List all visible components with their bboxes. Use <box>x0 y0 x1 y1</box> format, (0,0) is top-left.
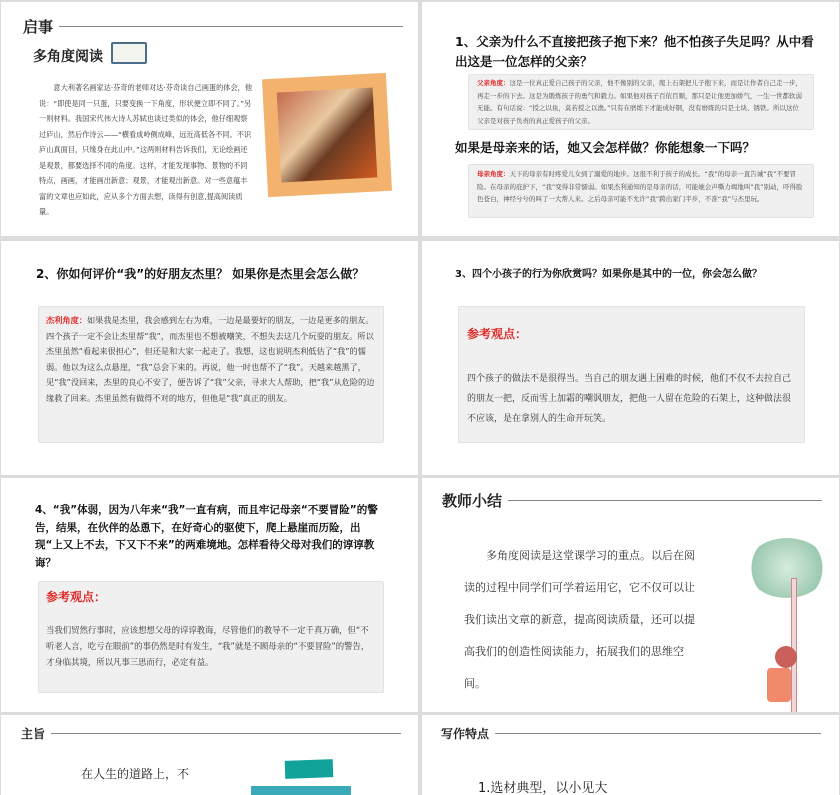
slide-title: 主旨 <box>21 725 401 742</box>
answer-box-mother: 母亲角度：天下的母亲有时疼爱儿女到了溺爱的地步。这很不利于孩子的成长。“我”的母亲一直告诫“我”不要冒险。在母亲的庇护下，“我”变得非常懦弱。如果杰利通知的是母亲的话，可能她会声嘶力竭地叫“我”别动，吓得脸色苍白，神经兮兮的叫了一大帮人来。之后母亲可能不允许“我”跨出家门半步，不准“我”与杰里玩。 <box>468 164 814 218</box>
painting-image <box>262 73 392 197</box>
decorative-teal-shape <box>285 759 334 779</box>
slide-question-3[interactable] <box>422 241 839 475</box>
answer-box: 参考观点： 当我们贸然行事时，应该想想父母的谆谆教诲，尽管他们的教导不一定千真万确，但“不听老人言，吃亏在眼前”的事仍然是时有发生，“我”就是不顾母亲的“不要冒险”的警告，才身临其境，所以凡事三思而行，必定有益。 <box>38 581 384 693</box>
slide-writing-features[interactable] <box>422 715 839 795</box>
slide-question-2[interactable] <box>1 241 418 475</box>
theme-text: 在人生的道路上，不 <box>81 767 190 781</box>
answer-box-father: 父亲角度：这是一位真正爱自己孩子的父亲，他不像别的父亲，爬上石架把儿子抱下来，而是让作者自己走一步，再走一步的下去。这是为锻炼孩子的勇气和毅力。如果他对孩子百依百顺，那只是让他更加娇气，一生一世都软弱无能。有句话说：“授之以鱼，莫若授之以渔。”只有在磨练下才能成好钢，没有磨练的只是土块、锈铁。所以这位父亲是对孩子负责的真正爱孩子的父亲。 <box>468 74 814 130</box>
answer-box-jerry: 杰利角度：如果我是杰里，我会感到左右为难，一边是最要好的朋友，一边是更多的朋友。四个孩子一定不会让杰里帮“我”，而杰里也不想被嘲笑，不想失去这几个玩耍的朋友。所以杰里虽然“看起来很担心”，但还是和大家一起走了。我想，这也说明杰利低估了“我”的懦弱。他以为这么点悬崖，“我”总会下来的。再说，他一时也帮不了“我”。天越来越黑了，见“我”没回来，杰里的良心不安了，便告诉了“我”父亲，寻求大人帮助，把“我”从危险的边缘救了回来。杰里虽然有做得不对的地方，但他是“我”真正的朋友。 <box>38 306 384 443</box>
question-1: 1、父亲为什么不直接把孩子抱下来？他不怕孩子失足吗？从中看出这是一位怎样的父亲？ <box>455 34 814 69</box>
slide-title: 启事 <box>23 16 403 37</box>
girl-under-tree-illustration <box>737 538 837 712</box>
slide-question-4[interactable] <box>1 478 418 712</box>
question: 4、“我”体弱，因为八年来“我”一直有病，而且牢记母亲“不要冒险”的警告，结果，在伙伴的怂恿下，在好奇心的驱使下，爬上悬崖而历险，出现“上又上不去，下又下不来”的两难境地。怎样看待父母对我们的谆谆教诲？ <box>35 504 378 569</box>
question-2: 如果是母亲来的话，她又会怎样做？你能想象一下吗？ <box>455 140 756 155</box>
question: 3、四个小孩子的行为你欣赏吗？如果你是其中的一位，你会怎么做？ <box>455 269 762 280</box>
intro-text: 意大利著名画家达·芬奇的老师对达·芬奇谈自己画蛋的体会，他说：“即使是同一只蛋，只要变换一下角度，形状便立即不同了。”另一则材料。我国宋代伟大诗人苏轼也谈过类似的体会，他仔细观察过庐山，然后作诗云——“横看成岭侧成峰，远近高低各不同。不识庐山真面目，只缘身在此山中。”这两则材料告诉我们，无论绘画还是观景，都要选择不同的角度。这样，才能发现事物、景物的不同特点，画画，才能画出新意；观景，才能观出新意。对一些意蕴丰富的文章也应如此，应从多个方面去想，读得有创意,提高阅读质量。 <box>39 83 253 216</box>
summary-text: 多角度阅读是这堂课学习的重点。以后在阅读的过程中同学们可学着运用它，它不仅可以让我们读出文章的新意，提高阅读质量，还可以提高我们的创造性阅读能力，拓展我们的思维空间。 <box>464 549 695 690</box>
book-icon <box>111 42 147 64</box>
decorative-teal-shape <box>251 786 351 795</box>
slide-question-1[interactable] <box>422 2 839 236</box>
slide-theme[interactable] <box>1 715 418 795</box>
answer-box: 参考观点： 四个孩子的做法不是很得当。当自己的朋友遇上困难的时候，他们不仅不去拉自己的朋友一把，反而雪上加霜的嘲讽朋友，把他一人留在危险的石架上，这种做法很不应该，是在拿别人的生命开玩笑。 <box>458 306 805 443</box>
slide-title: 教师小结 <box>442 490 822 511</box>
question: 2、你如何评价“我”的好朋友杰里？ 如果你是杰里会怎么做？ <box>36 267 365 281</box>
feature-item-1: 1.选材典型，以小见大 <box>478 781 608 795</box>
slide-title: 写作特点 <box>441 725 821 742</box>
subtitle: 多角度阅读 <box>33 49 103 65</box>
slide-teacher-summary[interactable] <box>422 478 839 712</box>
slide-qishi[interactable] <box>1 2 418 236</box>
